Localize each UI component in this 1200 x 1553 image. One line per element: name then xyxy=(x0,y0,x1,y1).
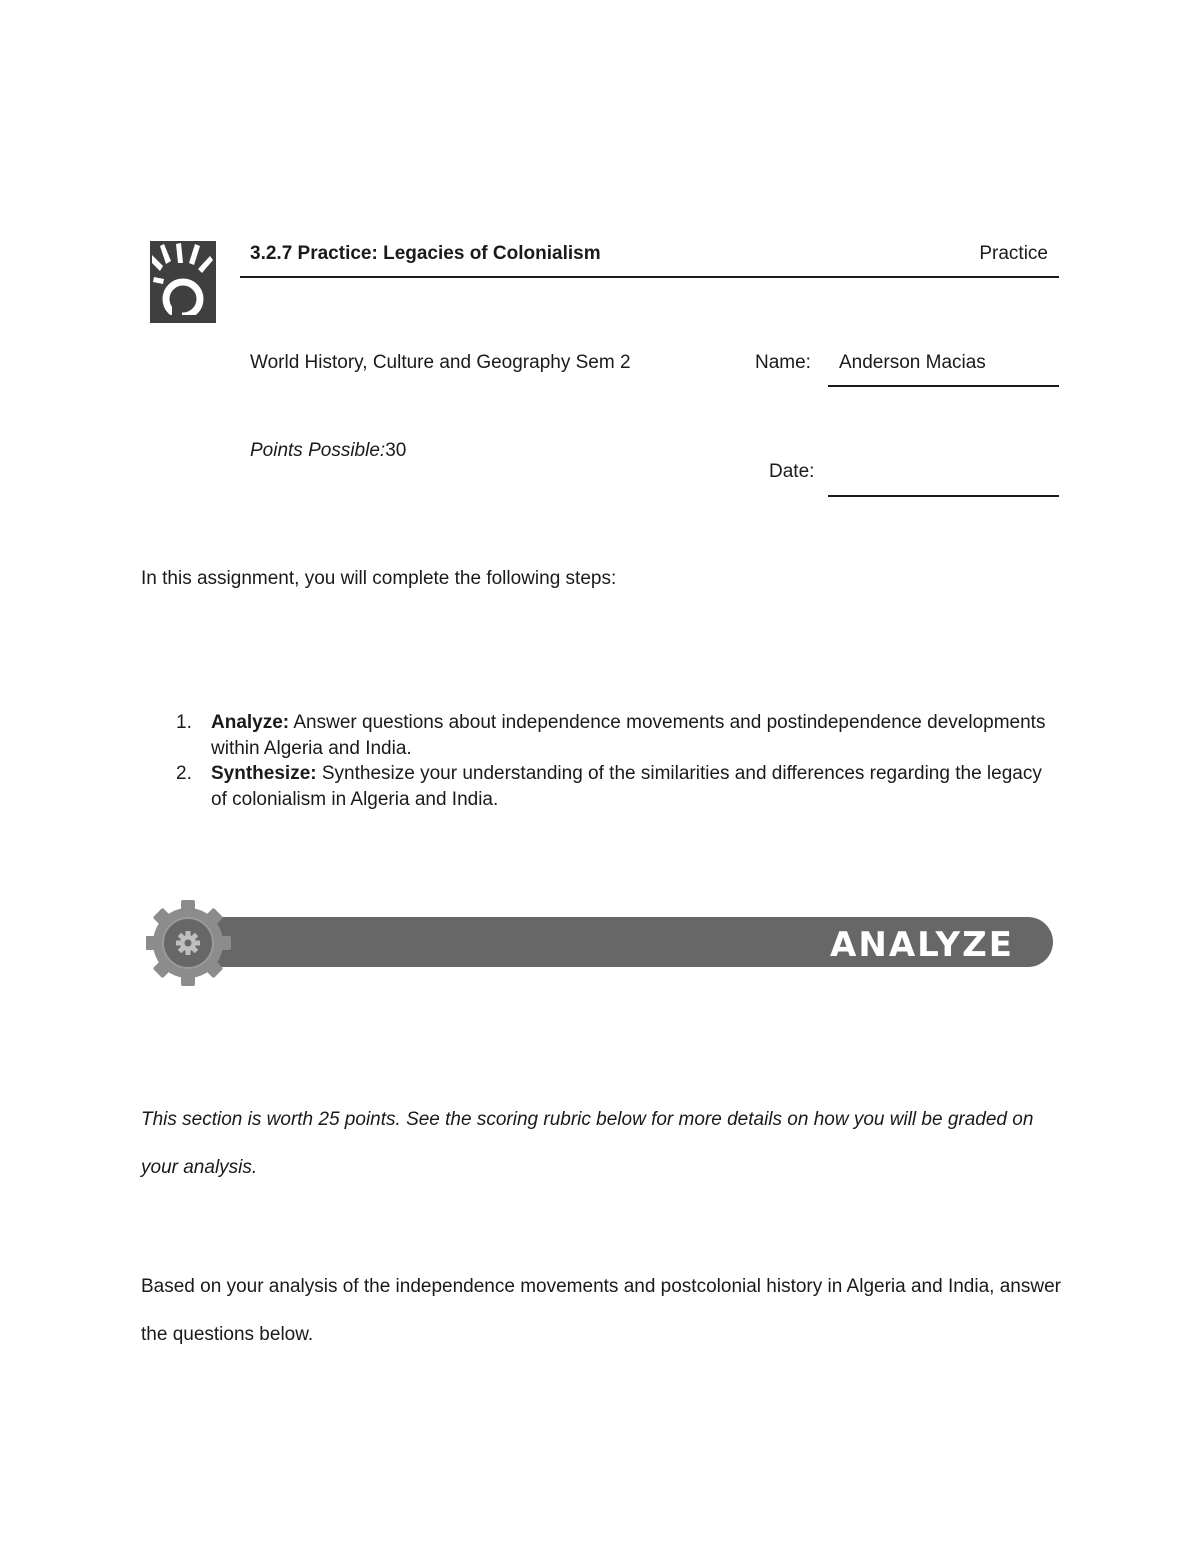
step-number: 2. xyxy=(176,763,192,784)
section-points-note: This section is worth 25 points. See the scoring rubric below for more details on how you will be graded on your analysis. xyxy=(141,1109,1034,1178)
header-divider xyxy=(240,276,1059,278)
step-term: Synthesize: xyxy=(211,763,317,784)
step-term: Analyze: xyxy=(211,712,290,733)
assignment-intro: In this assignment, you will complete the following steps: xyxy=(141,568,617,589)
name-label: Name: xyxy=(755,352,811,373)
date-field[interactable] xyxy=(828,495,1059,497)
hand-sun-logo-icon xyxy=(150,241,216,323)
page-title: 3.2.7 Practice: Legacies of Colonialism xyxy=(250,243,601,264)
step-text: Synthesize your understanding of the similarities and differences regarding the legacy of colonialism in Algeria and India. xyxy=(211,763,1042,810)
points-possible-value: 30 xyxy=(385,440,407,461)
list-item xyxy=(170,761,1060,812)
gear-icon xyxy=(146,900,231,986)
course-name: World History, Culture and Geography Sem 2 xyxy=(250,352,631,373)
banner-label: ANALYZE xyxy=(830,925,1014,965)
name-field-underline xyxy=(828,385,1059,387)
date-label: Date: xyxy=(769,461,815,482)
step-number: 1. xyxy=(176,712,192,733)
analyze-section-banner xyxy=(146,899,1054,987)
points-possible-label: Points Possible: xyxy=(250,440,386,461)
points-possible xyxy=(250,440,406,462)
section-instructions: Based on your analysis of the independence movements and postcolonial history in Algeria and India, answer the questions below. xyxy=(141,1276,1061,1345)
name-field[interactable]: Anderson Macias xyxy=(839,352,986,373)
document-type-label: Practice xyxy=(979,243,1048,264)
list-item xyxy=(170,710,1060,761)
step-text: Answer questions about independence movements and postindependence developments within Algeria and India. xyxy=(211,712,1046,759)
steps-list xyxy=(170,710,1060,812)
